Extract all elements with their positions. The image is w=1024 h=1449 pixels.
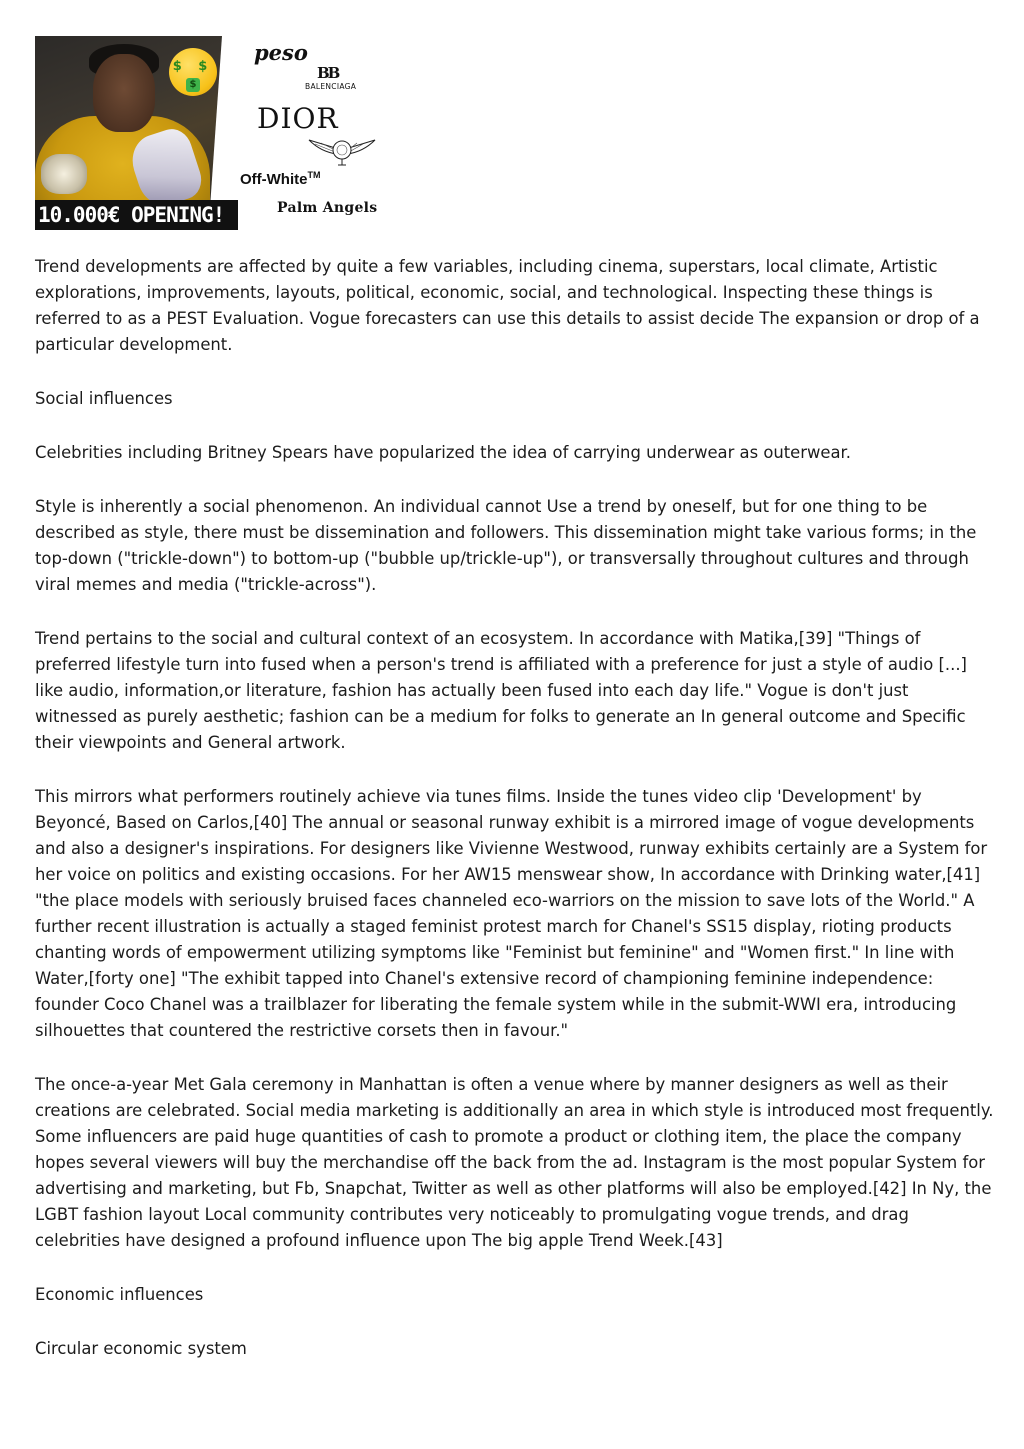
paragraph-cultural-context: Trend pertains to the social and cultural context of an ecosystem. In accordance with Matika,[39] "Things of preferred lifestyle turn into fused when a person's trend is affiliated with a preference for just a style of audio [...] like audio, information,or literature, fashion has actually been fused into each day life." Vogue is don't just witnessed as purely aesthetic; fashion can be a medium for folks to generate an In general outcome and Specific their viewpoints and General artwork. <box>35 629 967 752</box>
paragraph-performers: This mirrors what performers routinely achieve via tunes films. Inside the tunes video clip 'Development' by Beyoncé, Based on Carlos,[40] The annual or seasonal runway exhibit is a mirrored image of vogue developments and also a designer's inspirations. For designers like Vivienne Westwood, runway exhibits certainly are a System for her voice on politics and existing occasions. For her AW15 menswear show, In accordance with Drinking water,[41] "the place models with seriously bruised faces channeled eco-warriors on the mission to save lots of the World." A further recent illustration is actually a staged feminist protest march for Chanel's SS15 display, rioting products chanting words of empowerment utilizing symptoms like "Feminist but feminine" and "Women first." In line with Water,[forty one] "The exhibit tapped into Chanel's extensive record of championing feminine independence: founder Coco Chanel was a trailblazer for liberating the female system while in the submit-WWI era, introducing silhouettes that countered the restrictive corsets then in favour." <box>35 787 988 1040</box>
jordan-wings-icon <box>307 134 377 166</box>
balenciaga-mark-logo: BB <box>317 64 339 82</box>
off-white-logo <box>240 170 320 188</box>
balenciaga-logo: BALENCIAGA <box>305 82 357 91</box>
dior-logo: DIOR <box>257 102 339 135</box>
heading-economic-influences: Economic influences <box>35 1285 204 1304</box>
chain-shape <box>41 154 87 194</box>
paragraph-intro: Trend developments are affected by quite a few variables, including cinema, superstars, local climate, Artistic explorations, improvements, layouts, political, economic, social, and technological. Inspecting these things is referred to as a PEST Evaluation. Vogue forecasters can use this details to assist decide The expansion or drop of a particular development. <box>35 257 980 354</box>
air-jordan-wings-logo-icon <box>307 134 377 170</box>
paragraph-social-phenomenon: Style is inherently a social phenomenon. An individual cannot Use a trend by oneself, but for one thing to be described as style, there must be dissemination and followers. This dissemination might take various forms; in the top-down ("trickle-down") to bottom-up ("bubble up/trickle-up"), or transversally throughout cultures and through viral memes and media ("trickle-across"). <box>35 497 977 594</box>
document-page <box>35 36 995 1390</box>
money-mouth-emoji-icon <box>169 48 217 96</box>
emoji-tongue: $ <box>186 78 200 92</box>
heading-social-influences: Social influences <box>35 389 173 408</box>
palm-angels-logo: Palm Angels <box>277 200 377 216</box>
thumbnail-banner: 10.000€ OPENING! <box>35 200 238 230</box>
article-body <box>35 254 995 1362</box>
off-white-text: Off-White <box>240 171 308 188</box>
paragraph-met-gala: The once-a-year Met Gala ceremony in Manhattan is often a venue where by manner designers as well as their creations are celebrated. Social media marketing is additionally an area in which style is introduced most frequently. Some influencers are paid huge quantities of cash to promote a product or clothing item, the place the company hopes several viewers will buy the merchandise off the back from the ad. Instagram is the most popular System for advertising and marketing, but Fb, Snapchat, Twitter as well as other platforms will also be employed.[42] In Ny, the LGBT fashion layout Local community contributes very noticeably to promulgating vogue trends, and drag celebrities have designed a profound influence upon The big apple Trend Week.[43] <box>35 1075 994 1250</box>
peso-logo: peso <box>254 40 308 65</box>
head-shape <box>93 54 155 132</box>
video-thumbnail-image <box>35 36 377 230</box>
heading-circular-economy: Circular economic system <box>35 1339 247 1358</box>
paragraph-celebrities: Celebrities including Britney Spears have popularized the idea of carrying underwear as outerwear. <box>35 443 851 462</box>
off-white-tm: TM <box>307 170 321 180</box>
emoji-eyes: $ $ <box>172 59 214 74</box>
